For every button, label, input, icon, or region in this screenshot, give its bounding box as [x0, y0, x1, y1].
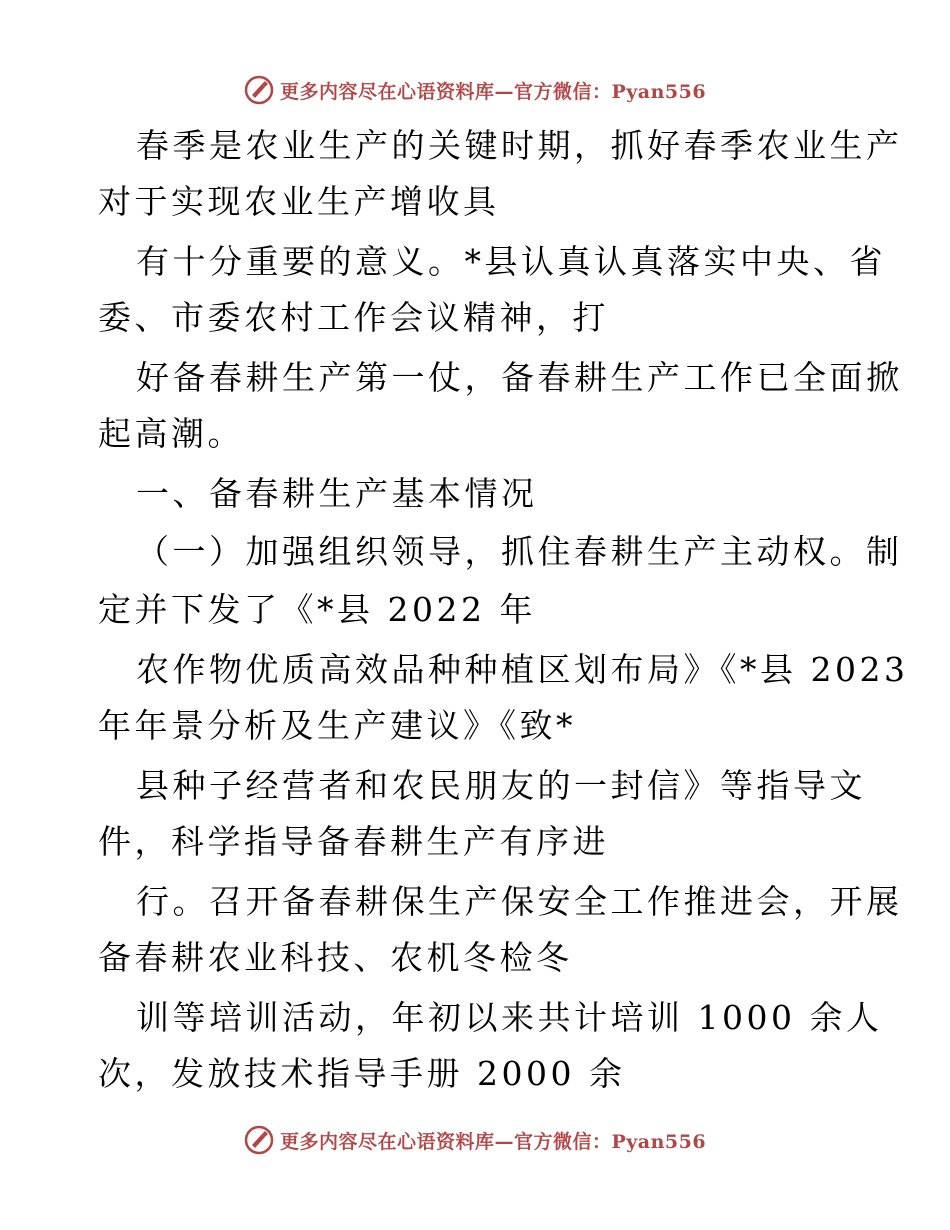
body-line: 对于实现农业生产增收具: [98, 182, 500, 221]
pen-logo-icon: [244, 1125, 274, 1155]
body-line: 次，发放技术指导手册 2000 余: [98, 1054, 626, 1093]
body-line: 行。召开备春耕保生产保安全工作推进会，开展: [136, 882, 903, 921]
watermark-text: 更多内容尽在心语资料库—官方微信：Pyan556: [279, 80, 707, 103]
body-line: 件，科学指导备春耕生产有序进: [98, 822, 609, 861]
body-line: （一）加强组织领导，抓住春耕生产主动权。制: [136, 532, 903, 571]
body-line: 委、市委农村工作会议精神，打: [98, 298, 609, 337]
header-watermark: [0, 70, 950, 110]
watermark-text: 更多内容尽在心语资料库—官方微信：Pyan556: [279, 1130, 707, 1153]
body-line: 起高潮。: [98, 414, 244, 453]
body-line: 训等培训活动，年初以来共计培训 1000 余人: [136, 998, 883, 1037]
body-line: 好备春耕生产第一仗，备春耕生产工作已全面掀: [136, 358, 903, 397]
section-heading: 一、备春耕生产基本情况: [136, 474, 538, 513]
body-line: 春季是农业生产的关键时期，抓好春季农业生产: [136, 126, 903, 165]
footer-watermark: [0, 1120, 950, 1160]
body-line: 有十分重要的意义。*县认真认真落实中央、省: [136, 242, 886, 281]
body-line: 年年景分析及生产建议》《致*: [98, 706, 576, 745]
body-line: 定并下发了《*县 2022 年: [98, 590, 536, 629]
body-line: 备春耕农业科技、农机冬检冬: [98, 938, 573, 977]
pen-logo-icon: [244, 75, 274, 105]
body-line: 农作物优质高效品种种植区划布局》《*县 2023: [136, 650, 909, 689]
body-line: 县种子经营者和农民朋友的一封信》等指导文: [136, 766, 866, 805]
